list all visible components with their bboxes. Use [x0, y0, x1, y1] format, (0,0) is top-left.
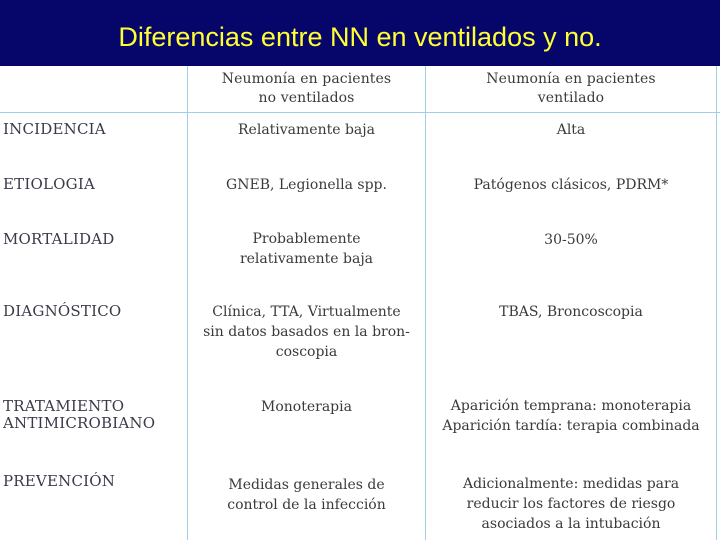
header-divider: [0, 112, 720, 113]
comparison-table: [0, 66, 720, 540]
slide-title: Diferencias entre NN en ventilados y no.: [118, 22, 602, 52]
header-non-ventilated: Neumonía en pacientes no ventilados: [221, 71, 392, 106]
cell-mortalidad-ventilated: 30-50%: [544, 232, 598, 248]
cell-prevencion-non-ventilated: Medidas generales de control de la infección: [227, 477, 386, 513]
header-ventilated: Neumonía en pacientes ventilado: [486, 71, 656, 106]
row-label-prevencion: PREVENCIÓN: [3, 472, 116, 490]
cell-mortalidad-non-ventilated: Probablemente relativamente baja: [239, 231, 374, 267]
row-label-etiologia: ETIOLOGIA: [3, 175, 95, 193]
cell-incidencia-ventilated: Alta: [556, 122, 586, 138]
cell-prevencion-ventilated: Adicionalmente: medidas para reducir los factores de riesgo asociados a la intubación: [462, 476, 680, 532]
cell-etiologia-non-ventilated: GNEB, Legionella spp.: [226, 177, 387, 193]
row-label-tratamiento: TRATAMIENTO ANTIMICROBIANO: [3, 397, 156, 432]
cell-tratamiento-non-ventilated: Monoterapia: [261, 399, 352, 415]
cell-diagnostico-ventilated: TBAS, Broncoscopia: [499, 304, 643, 320]
title-bar: [0, 0, 720, 66]
cell-diagnostico-non-ventilated: Clínica, TTA, Virtualmente sin datos basados en la bron- coscopia: [203, 304, 410, 360]
row-label-incidencia: INCIDENCIA: [3, 120, 106, 138]
row-label-diagnostico: DIAGNÓSTICO: [3, 302, 122, 320]
cell-tratamiento-ventilated: Aparición temprana: monoterapia Aparición tardía: terapia combinada: [442, 398, 700, 434]
cell-incidencia-non-ventilated: Relativamente baja: [238, 122, 375, 138]
column-divider: [716, 66, 717, 540]
row-label-mortalidad: MORTALIDAD: [3, 230, 115, 248]
cell-etiologia-ventilated: Patógenos clásicos, PDRM*: [473, 177, 669, 193]
